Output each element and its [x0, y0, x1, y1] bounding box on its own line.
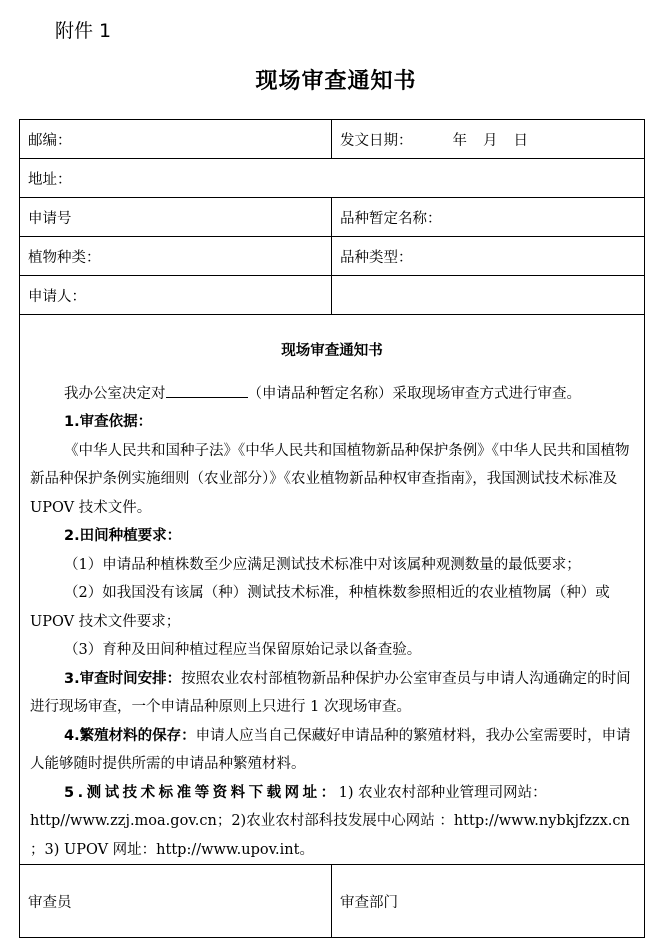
document-title: 现场审查通知书 — [255, 69, 417, 94]
section-4: 4.繁殖材料的保存：申请人应当自己保藏好申请品种的繁殖材料，我办公室需要时，申请人能够随时提供所需的申请品种繁殖材料。 — [30, 727, 631, 772]
row-signature — [20, 865, 645, 938]
postcode-field: 邮编： — [20, 120, 332, 159]
row-application — [20, 198, 645, 237]
variety-type-field: 品种类型： — [332, 237, 645, 276]
notice-title: 现场审查通知书 — [281, 343, 383, 359]
address-field: 地址： — [20, 159, 645, 198]
notice-body — [20, 315, 645, 865]
variety-name-blank — [166, 381, 248, 398]
section-5: 5.测试技术标准等资料下载网址：1) 农业农村部种业管理司网站：http//www.zzj.moa.gov.cn；2)农业农村部科技发展中心网站 ：http://www.nybkjfzzx.cn ；3) UPOV 网址：http://www.upov.int。 — [30, 784, 630, 858]
examiner-field: 审查员 — [20, 865, 332, 938]
variety-name-field: 品种暂定名称： — [332, 198, 645, 237]
department-field: 审查部门 — [332, 865, 645, 938]
section-1-text: 《中华人民共和国种子法》《中华人民共和国植物新品种保护条例》《中华人民共和国植物新品种保护条例实施细则（农业部分）》《农业植物新品种权审查指南》，我国测试技术标准及 UPOV 技术文件。 — [30, 442, 630, 516]
section-2-item-3: （3）育种及田间种植过程应当保留原始记录以备查验。 — [64, 642, 422, 658]
row-notice-body — [20, 315, 645, 865]
section-2-item-2: （2）如我国没有该属（种）测试技术标准，种植株数参照相近的农业植物属（种）或 UPOV 技术文件要求； — [30, 585, 610, 630]
section-2-heading: 2.田间种植要求： — [64, 528, 182, 544]
row-species — [20, 237, 645, 276]
section-3: 3.审查时间安排：按照农业农村部植物新品种保护办公室审查员与申请人沟通确定的时间进行现场审查，一个申请品种原则上只进行 1 次现场审查。 — [30, 670, 631, 715]
applicant-field: 申请人： — [20, 276, 332, 315]
notice-form — [19, 119, 645, 938]
notice-intro: 我办公室决定对 （申请品种暂定名称）采取现场审查方式进行审查。 — [30, 380, 634, 409]
issue-date-field: 发文日期： 年 月 日 — [332, 120, 645, 159]
row-applicant — [20, 276, 645, 315]
row-postcode-date — [20, 120, 645, 159]
application-number-field: 申请号 — [20, 198, 332, 237]
plant-species-field: 植物种类： — [20, 237, 332, 276]
section-2-item-1: （1）申请品种植株数至少应满足测试技术标准中对该属种观测数量的最低要求； — [64, 556, 581, 573]
row-address — [20, 159, 645, 198]
annex-label: 附件 1 — [55, 20, 112, 42]
applicant-value — [332, 276, 645, 315]
section-1-heading: 1.审查依据： — [64, 414, 153, 430]
